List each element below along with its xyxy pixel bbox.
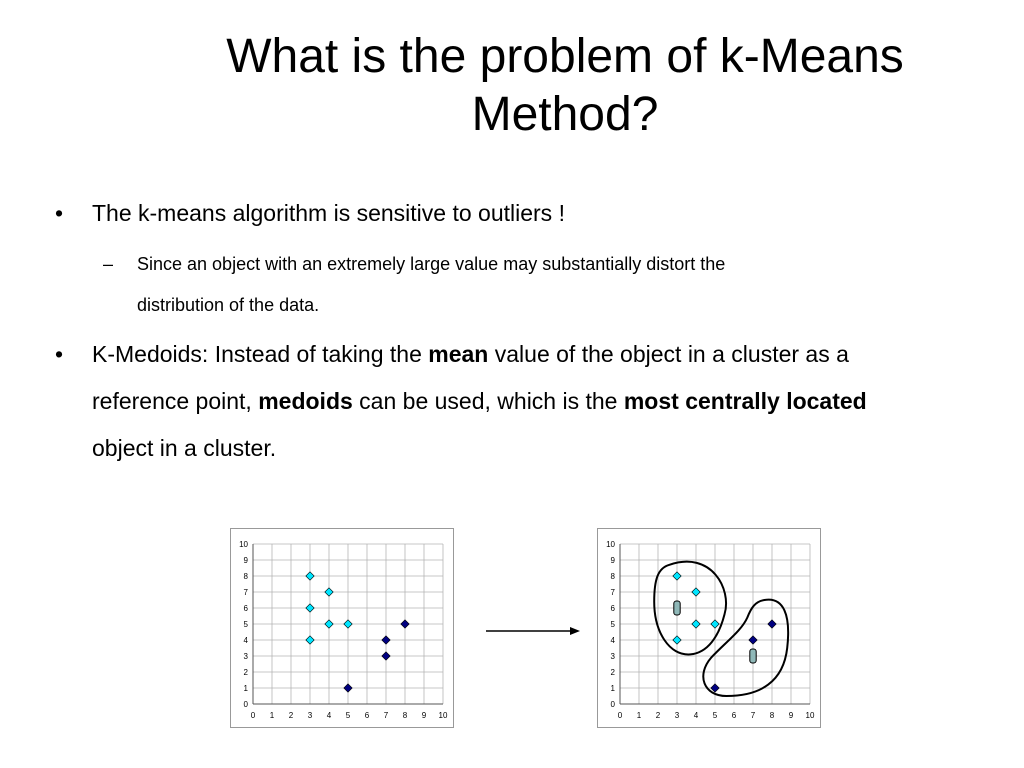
data-point (673, 636, 681, 644)
data-point (692, 620, 700, 628)
data-point (401, 620, 409, 628)
x-tick-label: 0 (617, 711, 623, 720)
y-tick-label: 10 (606, 540, 615, 549)
y-tick-label: 10 (239, 540, 248, 549)
x-tick-label: 5 (345, 711, 351, 720)
y-tick-label: 6 (610, 604, 615, 613)
y-tick-label: 2 (610, 668, 615, 677)
y-tick-label: 7 (243, 588, 248, 597)
x-tick-label: 10 (805, 711, 815, 720)
data-point (711, 684, 719, 692)
data-point (344, 684, 352, 692)
sub-bullet-mark: – (103, 254, 114, 274)
y-tick-label: 8 (610, 572, 615, 581)
y-tick-label: 5 (243, 620, 248, 629)
data-point (749, 636, 757, 644)
x-tick-label: 8 (769, 711, 775, 720)
data-point (711, 620, 719, 628)
data-point (325, 588, 333, 596)
x-tick-label: 4 (326, 711, 332, 720)
x-tick-label: 10 (438, 711, 448, 720)
data-point (382, 636, 390, 644)
scatter-plot-svg (598, 529, 820, 727)
data-point (382, 652, 390, 660)
y-tick-label: 8 (243, 572, 248, 581)
medoid-marker (674, 601, 680, 615)
x-tick-label: 3 (307, 711, 313, 720)
data-point (306, 636, 314, 644)
x-tick-label: 9 (788, 711, 794, 720)
y-tick-label: 3 (243, 652, 248, 661)
x-tick-label: 9 (421, 711, 427, 720)
y-tick-label: 2 (243, 668, 248, 677)
data-point (306, 572, 314, 580)
bullet-mark: • (55, 200, 64, 226)
sub-bullet-text: Since an object with an extremely large value may substantially distort the distribution of the data. (137, 254, 726, 315)
right-arrow-icon (484, 622, 584, 647)
y-tick-label: 5 (610, 620, 615, 629)
x-tick-label: 6 (364, 711, 370, 720)
x-tick-label: 1 (269, 711, 275, 720)
data-point (306, 604, 314, 612)
y-tick-label: 6 (243, 604, 248, 613)
x-tick-label: 2 (655, 711, 661, 720)
y-tick-label: 0 (243, 700, 248, 709)
y-tick-label: 1 (243, 684, 248, 693)
bullet-text: The k-means algorithm is sensitive to outliers ! (92, 200, 565, 226)
cluster-outline (703, 600, 788, 696)
slide-title: What is the problem of k-Means Method? (226, 30, 904, 141)
data-point (692, 588, 700, 596)
y-tick-label: 9 (243, 556, 248, 565)
y-tick-label: 7 (610, 588, 615, 597)
x-tick-label: 7 (750, 711, 756, 720)
x-tick-label: 2 (288, 711, 294, 720)
x-tick-label: 7 (383, 711, 389, 720)
scatter-plot-before (230, 528, 454, 728)
x-tick-label: 0 (250, 711, 256, 720)
y-tick-label: 1 (610, 684, 615, 693)
y-tick-label: 4 (243, 636, 248, 645)
y-tick-label: 4 (610, 636, 615, 645)
x-tick-label: 5 (712, 711, 718, 720)
x-tick-label: 6 (731, 711, 737, 720)
x-tick-label: 1 (636, 711, 642, 720)
data-point (325, 620, 333, 628)
x-tick-label: 8 (402, 711, 408, 720)
y-tick-label: 9 (610, 556, 615, 565)
y-tick-label: 0 (610, 700, 615, 709)
bullet-mark: • (55, 341, 64, 367)
x-tick-label: 4 (693, 711, 699, 720)
data-point (768, 620, 776, 628)
x-tick-label: 3 (674, 711, 680, 720)
scatter-plot-after (597, 528, 821, 728)
scatter-plot-svg (231, 529, 453, 727)
medoid-marker (750, 649, 756, 663)
data-point (673, 572, 681, 580)
bullet-text: K-Medoids: Instead of taking the mean value of the object in a cluster as a reference point, medoids can be used, which is the most centrally located object in a cluster. (92, 341, 867, 461)
data-point (344, 620, 352, 628)
y-tick-label: 3 (610, 652, 615, 661)
